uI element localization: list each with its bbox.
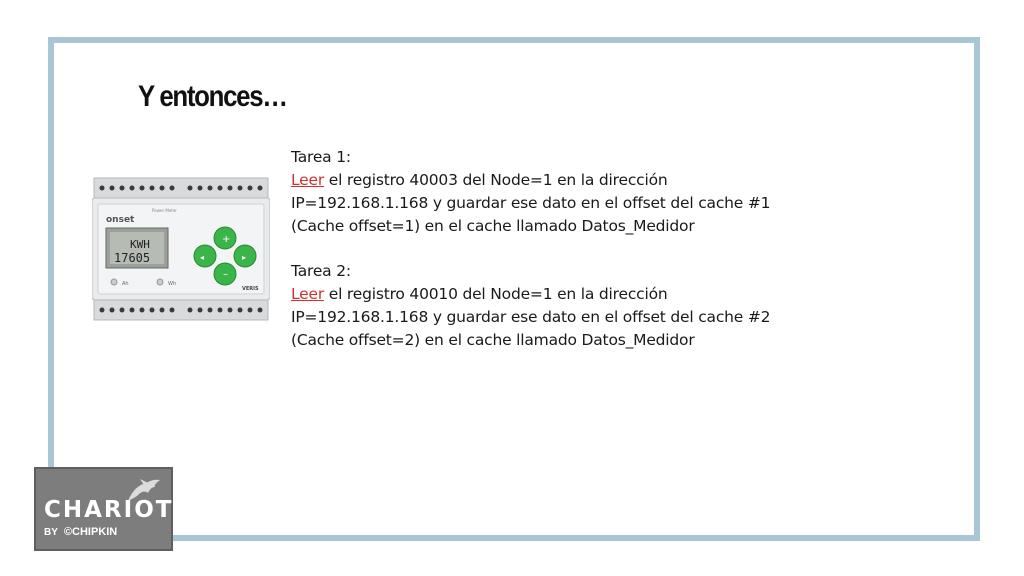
svg-text:–: –: [223, 269, 228, 280]
slide-title: Y entonces…: [138, 80, 287, 113]
task-line: (Cache offset=2) en el cache llamado Datos_Medidor: [291, 331, 695, 349]
svg-text:+: +: [222, 234, 231, 245]
task-line: (Cache offset=1) en el cache llamado Datos_Medidor: [291, 217, 695, 235]
task-line: el registro 40003 del Node=1 en la dirección: [324, 171, 668, 189]
svg-text:◂: ◂: [200, 253, 205, 262]
power-meter-image: [92, 176, 270, 324]
task-label: Tarea 1:: [291, 148, 351, 166]
logo-company: ©CHIPKIN: [63, 526, 118, 538]
task-list: [291, 146, 851, 374]
task-label: Tarea 2:: [291, 262, 351, 280]
leer-link[interactable]: Leer: [291, 285, 325, 303]
lcd-unit: KWH: [130, 238, 150, 251]
device-model: Power Meter: [152, 208, 177, 213]
task-2: [291, 260, 851, 352]
task-line: IP=192.168.1.168 y guardar ese dato en el offset del cache #2: [291, 308, 771, 326]
chariot-logo: [34, 467, 173, 551]
button-ah-label: Ah: [122, 281, 129, 287]
logo-by: BY: [44, 527, 58, 538]
device-brand: onset: [106, 215, 135, 225]
button-wh-label: Wh: [168, 281, 177, 287]
svg-text:▸: ▸: [242, 253, 247, 262]
leer-link[interactable]: Leer: [291, 171, 325, 189]
device-maker: VERIS: [242, 286, 259, 292]
logo-wordmark: CHARIOT: [44, 497, 174, 523]
lcd-reading: 17605: [114, 251, 151, 265]
task-line: el registro 40010 del Node=1 en la dirección: [324, 285, 668, 303]
task-1: [291, 146, 851, 238]
task-line: IP=192.168.1.168 y guardar ese dato en el offset del cache #1: [291, 194, 771, 212]
